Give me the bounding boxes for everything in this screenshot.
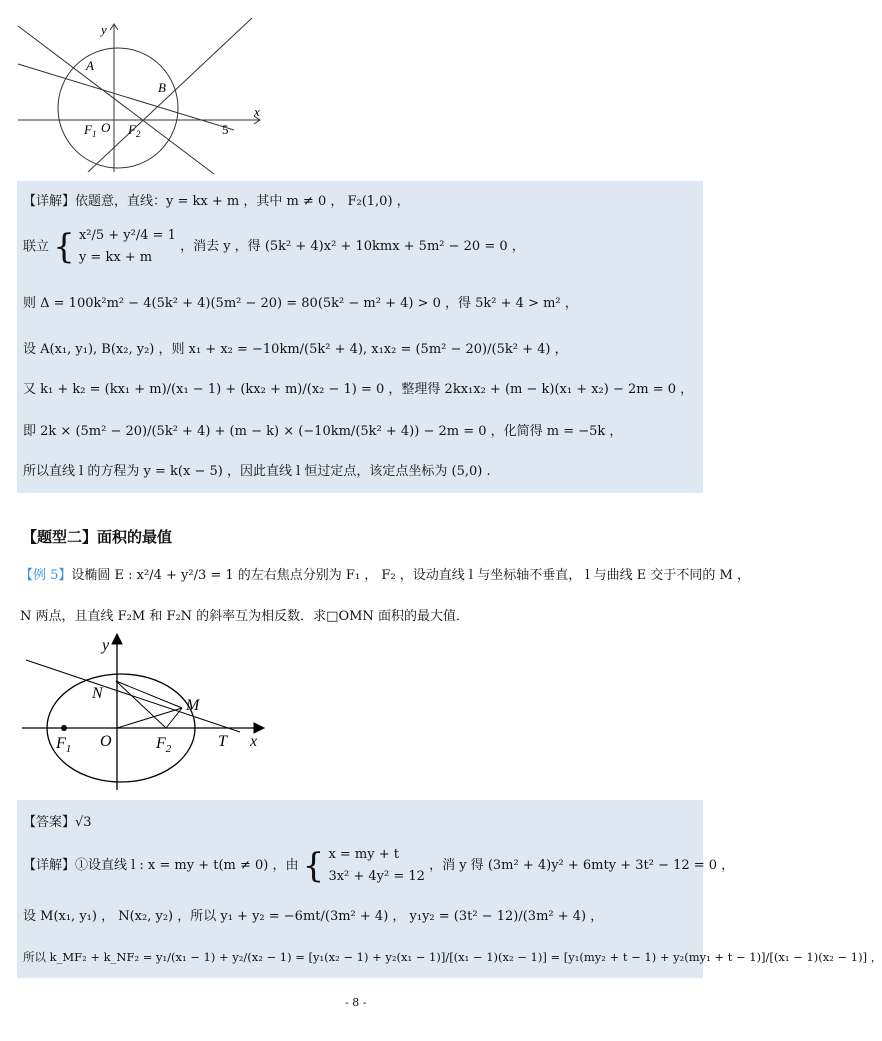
figure-circle-lines [14, 12, 274, 177]
circle [58, 48, 178, 168]
segment-f2m [166, 708, 182, 728]
system-eq2: 3x² + 4y² = 12 [328, 869, 425, 884]
label-o: O [101, 120, 111, 135]
system-eq1: x = my + t [328, 847, 399, 862]
answer-line4: 所以 k_MF₂ + k_NF₂ = y₁/(x₁ − 1) + y₂/(x₂ − 1) = [y₁(x₂ − 1) + y₂(x₁ − 1)]/[(x₁ − 1)(x₂ − 1)] = [y₁(my₂ + t − 1) + y₂(my₁ + t − 1)]/[(x₁ − 1)(x₂ − 1)] ， [23, 950, 882, 964]
x-axis-arrow [254, 723, 264, 733]
system-brace: { [53, 227, 75, 267]
solution1-line2: 联立 { x²/5 + y²/4 = 1 y = kx + m ，消去 y ，得 (5k² + 4)x² + 10kmx + 5m² − 20 = 0 ， [23, 227, 525, 267]
label-five: 5 [222, 122, 229, 137]
label-o: O [100, 733, 112, 750]
label-f1: $F_1$ [84, 122, 97, 139]
label-x: x [254, 104, 260, 119]
system-eq1: x²/5 + y²/4 = 1 [78, 228, 176, 243]
solution1-line3: 则 Δ = 100k²m² − 4(5k² + 4)(5m² − 20) = 80(5k² − m² + 4) > 0 ，得 5k² + 4 > m² ， [23, 296, 578, 311]
solution1-line6: 即 2k × (5m² − 20)/(5k² + 4) + (m − k) × (−10km/(5k² + 4)) − 2m = 0 ，化简得 m = −5k ， [23, 424, 623, 439]
label-f2: $F_2$ [156, 735, 172, 755]
answer-line2: 【详解】①设直线 l : x = my + t(m ≠ 0) ，由 { x = my + t 3x² + 4y² = 12 ，消 y 得 (3m² + 4)y² + 6mty + 3t² − 12 = 0 ， [23, 846, 735, 886]
label-x: x [250, 733, 258, 750]
example5-line1: 【例 5】设椭圆 E : x²/4 + y²/3 = 1 的左右焦点分别为 F₁ ， F₂ ，设动直线 l 与坐标轴不垂直， l 与曲线 E 交于不同的 M ， [20, 568, 750, 583]
solution1-line5: 又 k₁ + k₂ = (kx₁ + m)/(x₁ − 1) + (kx₂ + m)/(x₂ − 1) = 0 ，整理得 2kx₁x₂ + (m − k)(x₁ + x₂) − 2m = 0 ， [23, 382, 694, 397]
answer-line3: 设 M(x₁, y₁) ， N(x₂, y₂) ，所以 y₁ + y₂ = −6mt/(3m² + 4) ， y₁y₂ = (3t² − 12)/(3m² + 4) ， [23, 909, 604, 924]
label-y: y [102, 637, 110, 654]
system-eq2: y = kx + m [78, 250, 153, 265]
label-a: A [86, 58, 94, 73]
answer-line1: 【答案】√3 [23, 815, 92, 830]
section-heading: 【题型二】面积的最值 [22, 528, 173, 546]
solution1-line7: 所以直线 l 的方程为 y = k(x − 5) ，因此直线 l 恒过定点，该定点坐标为 (5,0) . [23, 464, 491, 479]
label-m: M [186, 697, 200, 714]
solution1-line4: 设 A(x₁, y₁), B(x₂, y₂) ，则 x₁ + x₂ = −10km/(5k² + 4), x₁x₂ = (5m² − 20)/(5k² + 4) ， [23, 342, 568, 357]
focus-point [61, 725, 67, 731]
label-b: B [158, 80, 166, 95]
segment-om [117, 708, 182, 728]
example-tag: 【例 5】 [20, 568, 72, 583]
y-axis-arrow [112, 634, 122, 644]
segment-nm [116, 681, 182, 708]
system-brace: { [302, 846, 325, 886]
solution-box-1 [17, 181, 703, 493]
label-t: T [218, 733, 227, 750]
label-f2: $F_2$ [128, 122, 141, 139]
figure-ellipse [18, 632, 268, 792]
example5-line2: N 两点，且直线 F₂M 和 F₂N 的斜率互为相反数．求□OMN 面积的最大值． [20, 609, 469, 624]
label-f1: $F_1$ [56, 735, 72, 755]
line-f2-up [88, 18, 252, 172]
page-number: - 8 - [345, 996, 367, 1009]
solution1-line1: 【详解】依题意，直线：y = kx + m ，其中 m ≠ 0 ， F₂(1,0) ， [23, 194, 410, 209]
line-nt [26, 660, 240, 732]
label-y: y [101, 22, 107, 37]
answer-box [17, 800, 882, 978]
label-n: N [92, 685, 103, 702]
